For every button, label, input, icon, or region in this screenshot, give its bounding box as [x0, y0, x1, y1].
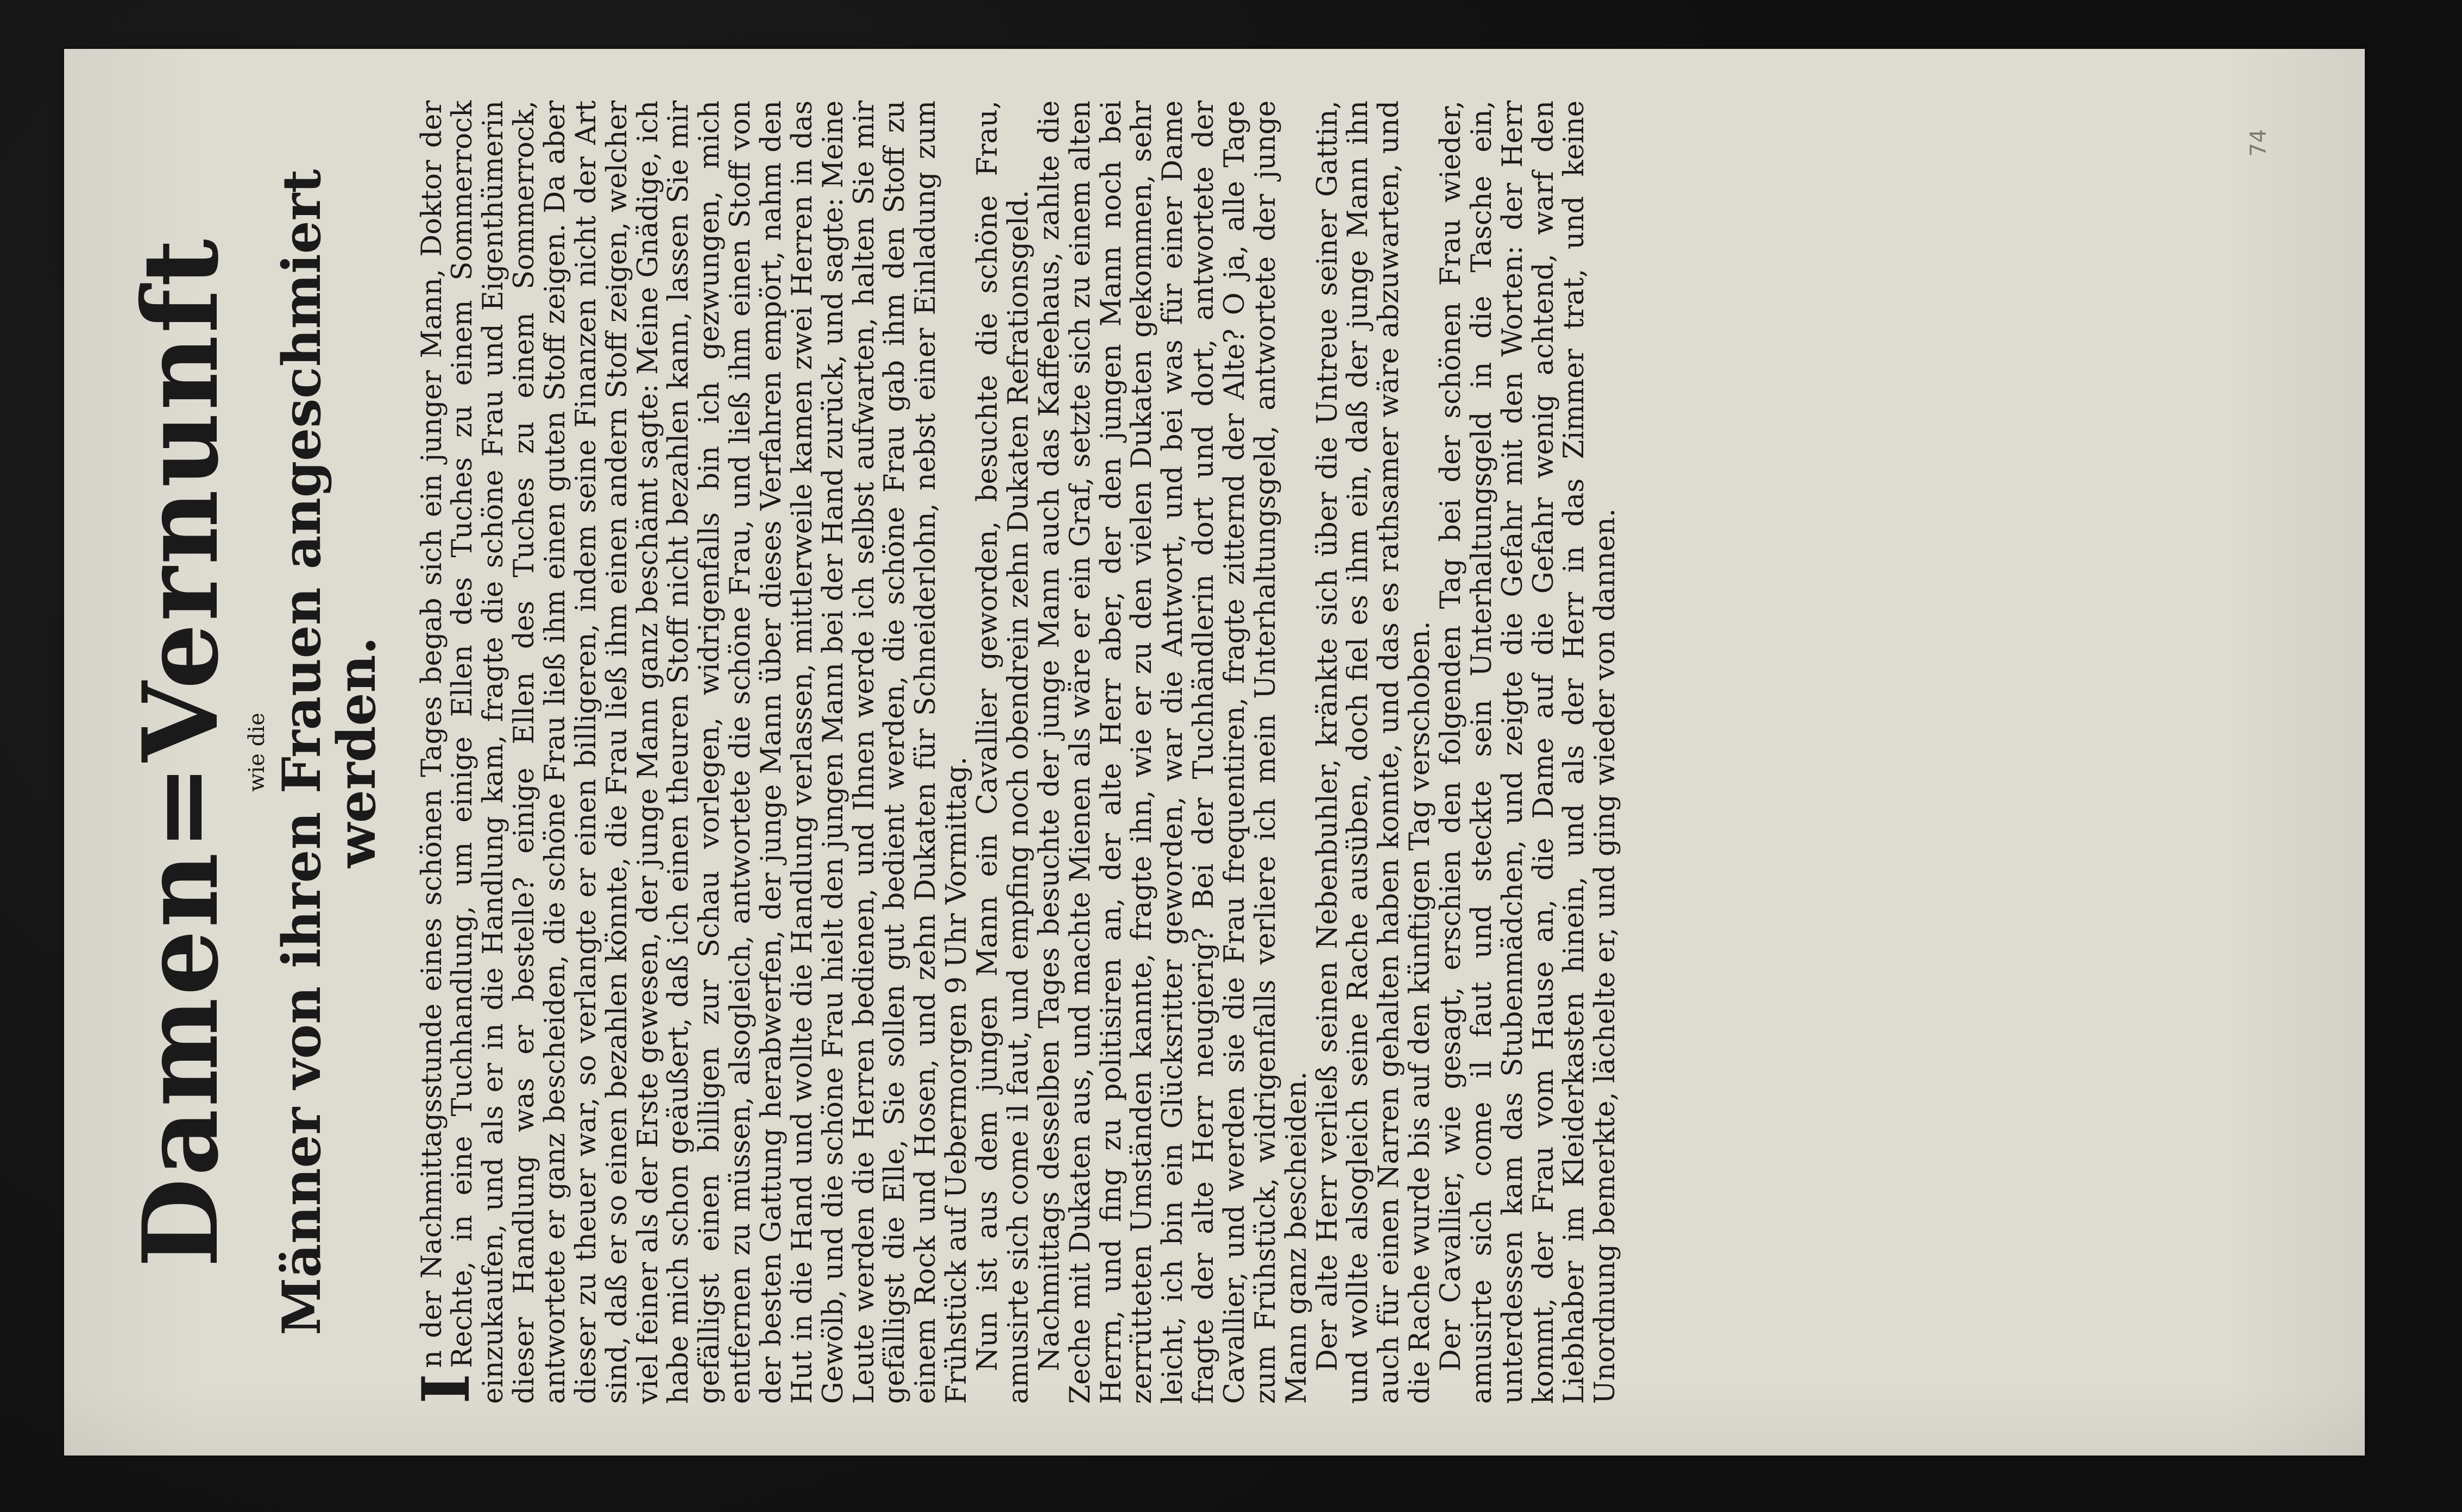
printed-page	[86, 79, 2291, 1426]
body-text	[407, 100, 1622, 1404]
paragraph-1-text: n der Nachmittagsstunde eines schönen Tages begab sich ein junger Mann, Doktor der Rechte, in eine Tuchhandlung, um einige Ellen des Tuches zu einem Sommerrock einzukaufen, und als er in die Handlung kam, fragte die schöne Frau und Eigenthümerin dieser Handlung was er bestelle? einige Ellen des Tuches zu einem Sommerrock, antwortete er ganz bescheiden, die schöne Frau ließ ihm einen guten Stoff zeigen. Da aber dieser zu theuer war, so verlangte er einen billigeren, indem seine Finanzen nicht der Art sind, daß er so einen bezahlen könnte, die Frau ließ ihm einen andern Stoff zeigen, welcher viel feiner als der Erste gewesen, der junge Mann ganz beschämt sagte: Meine Gnädige, ich habe mich schon geäußert, daß ich einen theuren Stoff nicht bezahlen kann, lassen Sie mir gefälligst einen billigen zur Schau vorlegen, widrigenfalls bin ich gezwungen, mich entfernen zu müssen, alsogleich, antwortete die schöne Frau, und ließ ihm einen Stoff von der besten Gattung herabwerfen, der junge Mann über dieses Verfahren empört, nahm den Hut in die Hand und wollte die Handlung verlassen, mittlerweile kamen zwei Herren in das Gewölb, und die schöne Frau hielt den jungen Mann bei der Hand zurück, und sagte: Meine Leute werden die Herren bedienen, und Ihnen werde ich selbst aufwarten, halten Sie mir gefälligst die Elle, Sie sollen gut bedient werden, die schöne Frau gab ihm den Stoff zu einem Rock und Hosen, und zehn Dukaten für Schneiderlohn, nebst einer Einladung zum Frühstück auf Uebermorgen 9 Uhr Vormittag.	[415, 100, 973, 1404]
paragraph-2: Nun ist aus dem jungen Mann ein Cavallier geworden, besuchte die schöne Frau, amusirte sich come il faut, und empfing noch obendrein zehn Dukaten Refrationsgeld.	[972, 100, 1035, 1404]
drop-cap: I	[407, 1373, 484, 1404]
title-connector: wie die	[244, 713, 269, 792]
paragraph-4: Der alte Herr verließ seinen Nebenbuhler, kränkte sich über die Untreue seiner Gattin, und wollte alsogleich seine Rache ausüben, doch fiel es ihm ein, daß der junge Mann ihn auch für einen Narren gehalten haben konnte, und das es rathsamer wäre abzuwarten, und die Rache wurde bis auf den künftigen Tag verschoben.	[1311, 100, 1437, 1404]
paragraph-3: Nachmittags desselben Tages besuchte der junge Mann auch das Kaffeehaus, zahlte die Zeche mit Dukaten aus, und machte Mienen als wäre er ein Graf, setzte sich zu einem alten Herrn, und fing zu politisiren an, der alte Herr aber, der den jungen Mann noch bei zerrütteten Umständen kannte, fragte ihn, wie er zu den vielen Dukaten gekommen, sehr leicht, ich bin ein Glücksritter geworden, war die Antwort, und bei was für einer Dame fragte der alte Herr neugierig? Bei der Tuchhändlerin dort und dort, antwortete der Cavallier, und werden sie die Frau frequentiren, fragte zitternd der Alte? O ja, alle Tage zum Frühstück, widrigenfalls verliere ich mein Unterhaltungsgeld, antwortete der junge Mann ganz bescheiden.	[1033, 100, 1313, 1404]
page-subtitle: Männer von ihren Frauen angeschmiert werden.	[271, 169, 387, 1335]
paragraph-1	[407, 100, 973, 1404]
paragraph-5: Der Cavallier, wie gesagt, erschien den folgenden Tag bei der schönen Frau wieder, amusirte sich come il faut und steckte sein Unterhaltungsgeld in die Tasche ein, unterdessen kam das Stubenmädchen, und zeigte die Gefahr mit den Worten: der Herr kommt, der Frau vom Hause an, die Dame auf die Gefahr wenig achtend, warf den Liebhaber im Kleiderkasten hinein, und als der Herr in das Zimmer trat, und keine Unordnung bemerkte, lächelte er, und ging wieder von dannen.	[1434, 100, 1622, 1404]
archive-number: 74	[2246, 129, 2271, 157]
page-title: Damen=Vernunft	[120, 236, 241, 1268]
